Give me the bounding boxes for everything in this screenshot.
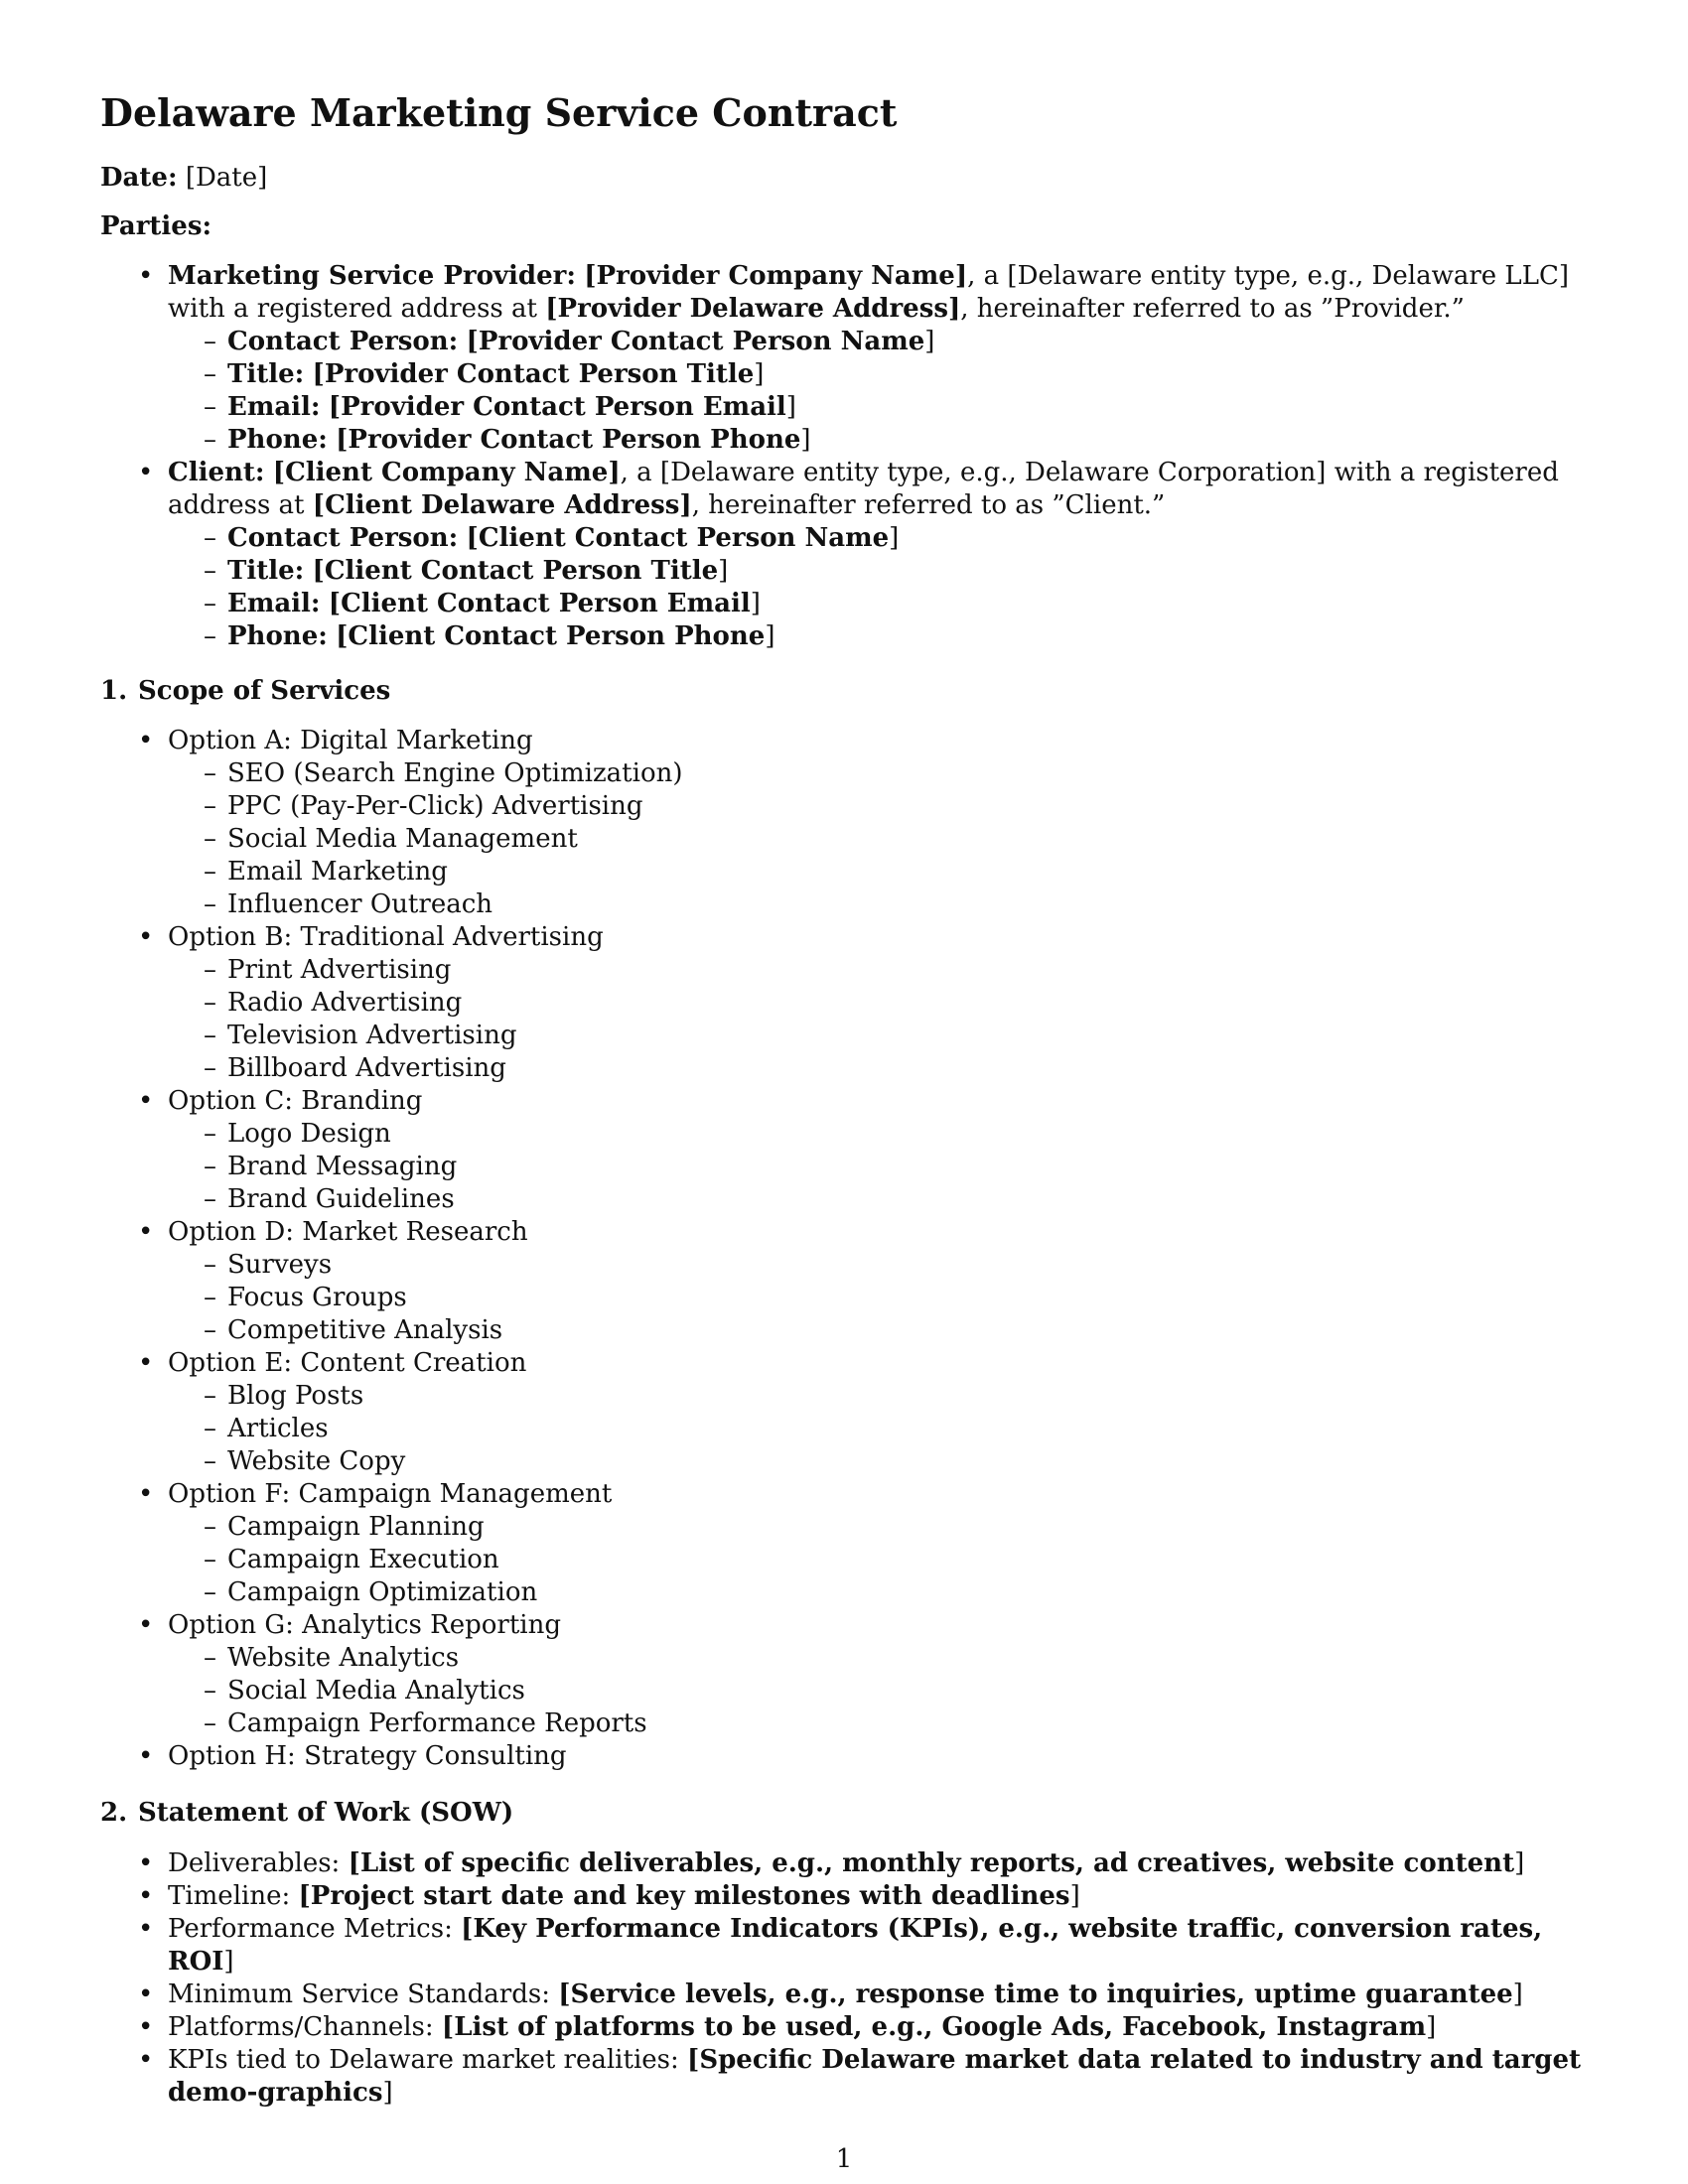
page-number: 1 [835, 2144, 853, 2174]
party-client [100, 457, 1590, 653]
provider-name: [Provider Company Name] [584, 261, 968, 291]
client-contact-item: – Email: [Client Contact Person Email] [168, 588, 1590, 620]
scope-option: • Option D: Market Research – Surveys – Focus Groups – Competitive Analysis [100, 1216, 1590, 1347]
scope-item: – PPC (Pay-Per-Click) Advertising [168, 790, 1590, 823]
scope-item: – Television Advertising [168, 1020, 1590, 1052]
scope-item: – Focus Groups [168, 1282, 1590, 1314]
provider-text2: , hereinafter referred to as ”Provider.” [960, 294, 1465, 324]
provider-address: [Provider Delaware Address] [545, 294, 961, 324]
provider-contact-item: – Title: [Provider Contact Person Title] [168, 358, 1590, 391]
section-2-number: 2. [100, 1798, 128, 1828]
date-value: [Date] [185, 163, 268, 193]
scope-list [100, 725, 1590, 1773]
provider-contact-item: – Contact Person: [Provider Contact Person Name] [168, 326, 1590, 358]
client-address: [Client Delaware Address] [312, 490, 692, 520]
scope-item: – Website Copy [168, 1445, 1590, 1478]
scope-item: – Brand Guidelines [168, 1183, 1590, 1216]
client-contacts [168, 522, 1590, 653]
provider-contact-item: – Email: [Provider Contact Person Email] [168, 391, 1590, 424]
scope-item: – Print Advertising [168, 954, 1590, 987]
scope-item: – Social Media Management [168, 823, 1590, 856]
scope-item: – Website Analytics [168, 1642, 1590, 1675]
section-2-title: Statement of Work (SOW) [138, 1798, 514, 1828]
sow-list [100, 1847, 1590, 2110]
scope-option: • Option A: Digital Marketing – SEO (Search Engine Optimization) – PPC (Pay-Per-Click) Advertising – Social Media Management – Email Marketing – Influencer Outreach [100, 725, 1590, 921]
scope-item: – Brand Messaging [168, 1151, 1590, 1183]
parties-label: Parties: [100, 211, 212, 241]
scope-option: • Option G: Analytics Reporting – Website Analytics – Social Media Analytics – Campaign Performance Reports [100, 1609, 1590, 1740]
scope-item: – Campaign Execution [168, 1544, 1590, 1576]
scope-item: – Campaign Planning [168, 1511, 1590, 1544]
sow-item: • Platforms/Channels: [List of platforms to be used, e.g., Google Ads, Facebook, Instagram] [100, 2011, 1590, 2044]
scope-option: • Option H: Strategy Consulting [100, 1740, 1590, 1773]
scope-item: – Logo Design [168, 1118, 1590, 1151]
parties-list [100, 260, 1590, 653]
document-page [100, 0, 1590, 2184]
scope-item: – Campaign Optimization [168, 1576, 1590, 1609]
scope-option: • Option B: Traditional Advertising – Print Advertising – Radio Advertising – Television Advertising – Billboard Advertising [100, 921, 1590, 1085]
scope-item: – Competitive Analysis [168, 1314, 1590, 1347]
date-label: Date: [100, 163, 178, 193]
scope-item: – Surveys [168, 1249, 1590, 1282]
sow-item: • Timeline: [Project start date and key milestones with deadlines] [100, 1880, 1590, 1913]
scope-item: – Articles [168, 1413, 1590, 1445]
provider-contacts [168, 326, 1590, 457]
party-provider [100, 260, 1590, 457]
scope-item: – Radio Advertising [168, 987, 1590, 1020]
section-1-heading [100, 675, 390, 708]
scope-item: – Influencer Outreach [168, 888, 1590, 921]
section-1-title: Scope of Services [138, 676, 391, 706]
section-2-heading [100, 1797, 513, 1830]
scope-option: • Option F: Campaign Management – Campaign Planning – Campaign Execution – Campaign Optimization [100, 1478, 1590, 1609]
provider-text1: , a [Delaware entity type, e.g., Delaware LLC] with a registered address at [168, 261, 1569, 324]
client-text1: , a [Delaware entity type, e.g., Delaware Corporation] with a registered address at [168, 458, 1559, 520]
sow-item: • KPIs tied to Delaware market realities: [Specific Delaware market data related to industry and target demo-graphics] [100, 2044, 1590, 2110]
scope-item: – Blog Posts [168, 1380, 1590, 1413]
scope-item: – Social Media Analytics [168, 1675, 1590, 1707]
client-name: [Client Company Name] [272, 458, 621, 487]
client-label: Client: [168, 458, 265, 487]
client-contact-item: – Title: [Client Contact Person Title] [168, 555, 1590, 588]
client-contact-item: – Contact Person: [Client Contact Person Name] [168, 522, 1590, 555]
scope-item: – Email Marketing [168, 856, 1590, 888]
client-contact-item: – Phone: [Client Contact Person Phone] [168, 620, 1590, 653]
date-line [100, 162, 267, 195]
client-text2: , hereinafter referred to as ”Client.” [691, 490, 1166, 520]
section-1-number: 1. [100, 676, 128, 706]
sow-item: • Minimum Service Standards: [Service levels, e.g., response time to inquiries, uptime guarantee] [100, 1979, 1590, 2011]
scope-option: • Option E: Content Creation – Blog Posts – Articles – Website Copy [100, 1347, 1590, 1478]
sow-item: • Deliverables: [List of specific deliverables, e.g., monthly reports, ad creatives, website content] [100, 1847, 1590, 1880]
scope-item: – Billboard Advertising [168, 1052, 1590, 1085]
provider-label: Marketing Service Provider: [168, 261, 576, 291]
scope-item: – SEO (Search Engine Optimization) [168, 757, 1590, 790]
scope-item: – Campaign Performance Reports [168, 1707, 1590, 1740]
provider-contact-item: – Phone: [Provider Contact Person Phone] [168, 424, 1590, 457]
scope-option: • Option C: Branding – Logo Design – Brand Messaging – Brand Guidelines [100, 1085, 1590, 1216]
sow-item: • Performance Metrics: [Key Performance Indicators (KPIs), e.g., website traffic, conversion rates, ROI] [100, 1913, 1590, 1979]
page-title: Delaware Marketing Service Contract [100, 90, 898, 135]
